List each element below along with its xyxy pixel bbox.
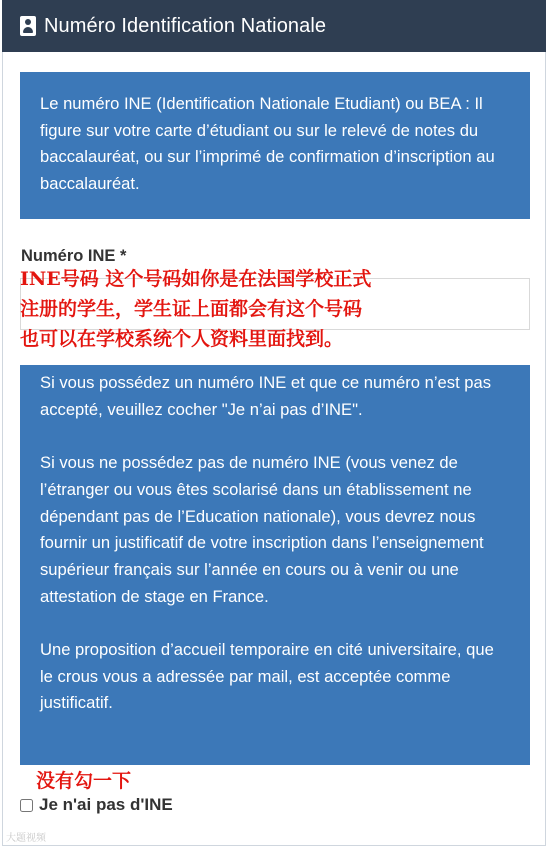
- annotation-ine-explanation: [20, 264, 540, 354]
- info-box-ine: [20, 72, 530, 219]
- annotation-line: 注册的学生，学生证上面都会有这个号码: [20, 298, 363, 320]
- info-paragraph: Si vous ne possédez pas de numéro INE (vous venez de l’étranger ou vous êtes scolarisé dans un établissement ne dépendant pas de l’Education nationale), vous devrez nous fournir un justificatif de votre inscription dans l’enseignement supérieur français sur l’année en cours ou à venir ou une attestation de stage en France.: [40, 453, 484, 606]
- info-paragraph: Si vous possédez un numéro INE et que ce numéro n’est pas accepté, veuillez cocher "Je n’ai pas d’INE".: [40, 373, 492, 419]
- section-title: Numéro Identification Nationale: [44, 14, 327, 37]
- section-header: [2, 0, 546, 52]
- annotation-line: 也可以在学校系统个人资料里面找到。: [20, 328, 344, 350]
- no-ine-checkbox[interactable]: [20, 799, 33, 812]
- no-ine-checkbox-row[interactable]: [20, 795, 173, 815]
- info-box-no-ine: [20, 365, 530, 765]
- ine-field-label: Numéro INE *: [21, 247, 127, 265]
- info-text: Le numéro INE (Identification Nationale Etudiant) ou BEA : Il figure sur votre carte d’étudiant ou sur le relevé de notes du baccalauréat, ou sur l’imprimé de confirmation d’inscription au baccalauréat.: [40, 94, 495, 194]
- annotation-line: INE号码 这个号码如你是在法国学校正式: [20, 268, 372, 290]
- watermark: 大题视频: [6, 833, 46, 844]
- id-badge-icon: [20, 16, 36, 36]
- no-ine-checkbox-label: Je n'ai pas d'INE: [39, 795, 173, 814]
- info-paragraph: Une proposition d’accueil temporaire en cité universitaire, que le crous vous a adressée par mail, est acceptée comme justificatif.: [40, 640, 494, 713]
- annotation-check-hint: 没有勾一下: [36, 770, 132, 792]
